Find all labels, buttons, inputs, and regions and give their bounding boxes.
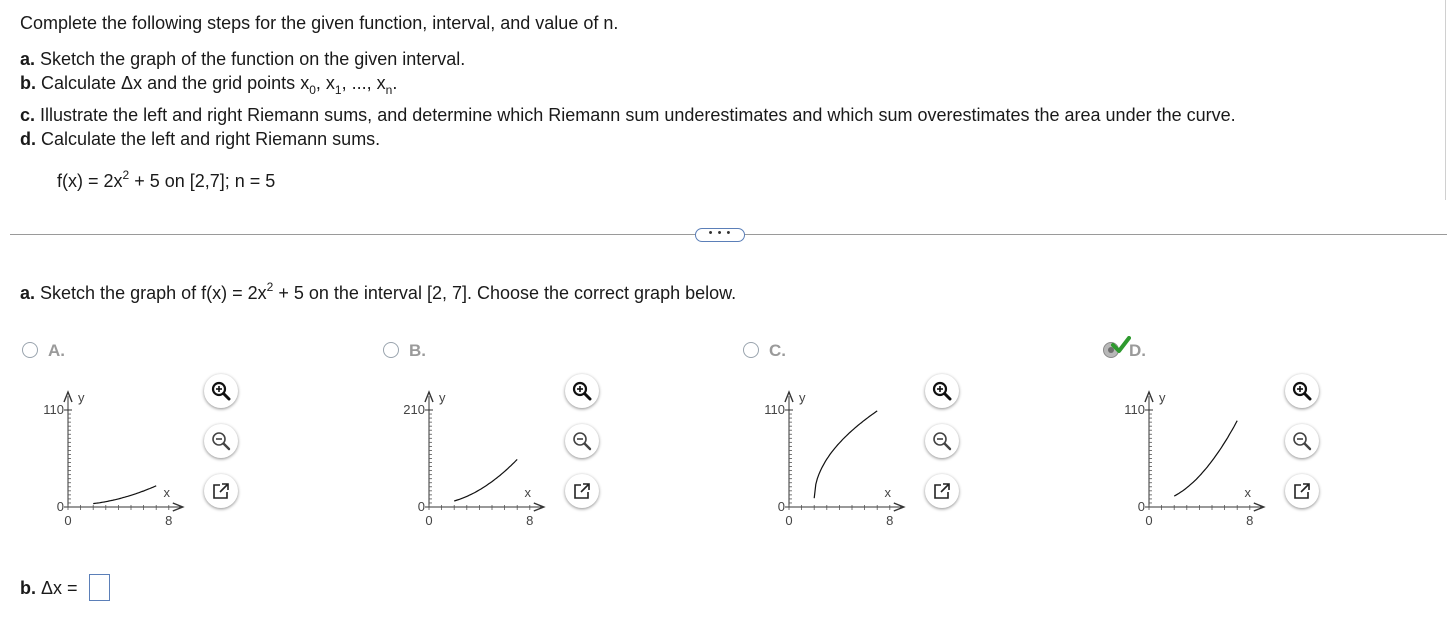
part-b-label [20, 578, 78, 599]
grid-sub-0: 0 [309, 83, 316, 97]
zoom-in-icon [211, 381, 231, 401]
zoom-out-button[interactable] [925, 424, 959, 458]
checkmark-icon [1111, 336, 1131, 354]
x-zero-label: 0 [425, 513, 433, 528]
step-d-letter: d. [20, 129, 36, 149]
option-letter: D. [1129, 341, 1146, 360]
grid-sub-n: n [385, 83, 393, 97]
grid-ellipsis: ... [351, 73, 367, 93]
step-a [20, 49, 465, 70]
x-axis-label: x [1244, 485, 1252, 500]
function-curve [814, 411, 877, 498]
x-axis-label: x [524, 485, 532, 500]
zoom-in-icon [932, 381, 952, 401]
open-external-icon [932, 481, 952, 501]
step-d [20, 129, 380, 150]
option-radio[interactable] [743, 342, 759, 358]
zoom-in-button[interactable] [925, 374, 959, 408]
x-eight-label: 8 [1246, 513, 1254, 528]
x-zero-label: 0 [785, 513, 793, 528]
part-b-letter: b. [20, 578, 36, 598]
more-options-button[interactable]: • • • [695, 228, 745, 242]
zoom-out-button[interactable] [1285, 424, 1319, 458]
part-b-text: Δx = [41, 578, 78, 598]
grid-sep-2: , [341, 73, 352, 93]
option-c[interactable] [743, 338, 1003, 538]
open-external-icon [211, 481, 231, 501]
option-d[interactable] [1103, 338, 1363, 538]
part-a-text-post: + 5 on the interval [2, 7]. Choose the correct graph below. [273, 283, 737, 303]
option-letter: B. [409, 341, 426, 360]
option-letter: A. [48, 341, 65, 360]
zoom-in-icon [572, 381, 592, 401]
y-zero-label: 0 [777, 499, 785, 514]
y-max-label: 110 [43, 402, 64, 417]
step-c-letter: c. [20, 105, 36, 125]
zoom-out-button[interactable] [565, 424, 599, 458]
part-a-exponent: 2 [266, 280, 274, 294]
grid-sub-1: 1 [334, 83, 342, 97]
step-b-tail: . [392, 73, 398, 93]
open-external-button[interactable] [565, 474, 599, 508]
function-exponent: 2 [122, 168, 130, 182]
step-b [20, 73, 398, 97]
function-pre: f(x) = 2x [57, 171, 123, 191]
zoom-out-icon [932, 431, 952, 451]
step-b-text: Calculate Δx and the grid points x [41, 73, 310, 93]
step-d-text: Calculate the left and right Riemann sums. [41, 129, 381, 149]
grid-sep-1: , [315, 73, 326, 93]
x-axis-label: x [884, 485, 892, 500]
zoom-out-icon [572, 431, 592, 451]
step-a-letter: a. [20, 49, 36, 69]
x-eight-label: 8 [165, 513, 173, 528]
y-axis-label: y [78, 390, 85, 405]
x-eight-label: 8 [886, 513, 894, 528]
step-c-text: Illustrate the left and right Riemann sums, and determine which Riemann sum underestimates and which sum overestimates the area under the curve. [40, 105, 1236, 125]
zoom-out-icon [211, 431, 231, 451]
y-axis-label: y [799, 390, 806, 405]
open-external-icon [572, 481, 592, 501]
zoom-in-button[interactable] [1285, 374, 1319, 408]
part-a-text-pre: Sketch the graph of f(x) = 2x [40, 283, 267, 303]
step-b-letter: b. [20, 73, 36, 93]
function-curve [1174, 421, 1237, 496]
x-eight-label: 8 [526, 513, 534, 528]
part-a-prompt [20, 280, 737, 304]
x-zero-label: 0 [1145, 513, 1153, 528]
open-external-button[interactable] [1285, 474, 1319, 508]
x-axis-label: x [163, 485, 171, 500]
y-axis-label: y [1159, 390, 1166, 405]
function-statement [57, 168, 276, 192]
zoom-in-icon [1292, 381, 1312, 401]
step-c [20, 105, 1236, 126]
zoom-in-button[interactable] [204, 374, 238, 408]
grid-xn: x [376, 73, 386, 93]
open-external-button[interactable] [204, 474, 238, 508]
function-curve [454, 459, 517, 501]
option-graph [22, 372, 222, 542]
zoom-out-icon [1292, 431, 1312, 451]
y-max-label: 210 [403, 402, 425, 417]
delta-x-input[interactable] [89, 574, 110, 601]
option-graph [1103, 372, 1303, 542]
part-a-letter: a. [20, 283, 36, 303]
option-radio[interactable] [383, 342, 399, 358]
y-max-label: 110 [1124, 402, 1145, 417]
option-b[interactable] [383, 338, 643, 538]
option-a[interactable] [22, 338, 282, 538]
step-a-text: Sketch the graph of the function on the given interval. [40, 49, 466, 69]
option-letter: C. [769, 341, 786, 360]
y-zero-label: 0 [56, 499, 64, 514]
zoom-out-button[interactable] [204, 424, 238, 458]
x-zero-label: 0 [64, 513, 72, 528]
option-graph [743, 372, 943, 542]
option-radio[interactable] [22, 342, 38, 358]
y-axis-label: y [439, 390, 446, 405]
open-external-button[interactable] [925, 474, 959, 508]
grid-x1: x [325, 73, 335, 93]
zoom-in-button[interactable] [565, 374, 599, 408]
option-graph [383, 372, 583, 542]
function-post: + 5 on [2,7]; n = 5 [129, 171, 276, 191]
right-edge-line [1445, 0, 1446, 200]
grid-sep-3: , [366, 73, 377, 93]
function-curve [93, 486, 156, 504]
y-max-label: 110 [764, 402, 785, 417]
intro-text: Complete the following steps for the given function, interval, and value of n. [20, 13, 619, 33]
y-zero-label: 0 [417, 499, 425, 514]
y-zero-label: 0 [1137, 499, 1145, 514]
open-external-icon [1292, 481, 1312, 501]
